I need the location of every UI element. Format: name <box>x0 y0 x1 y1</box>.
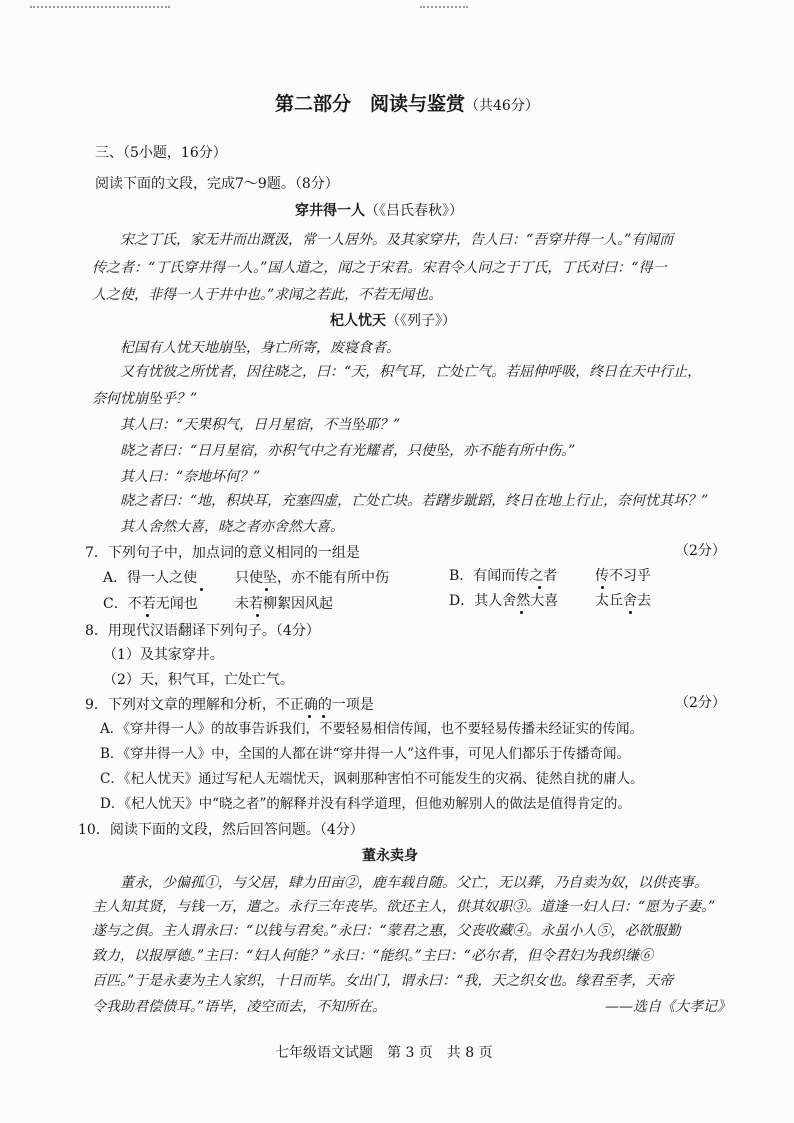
top-dotted-rule-left <box>30 6 170 10</box>
passage2-title: 杞人忧天 <box>330 313 386 329</box>
passage2-line: 奈何忧崩坠乎？” <box>92 391 198 407</box>
q10-line: 遂与之俱。主人谓永曰：“以钱与君矣。”永曰：“蒙君之惠，父丧收藏④。永虽小人⑤，必欲服勤 <box>92 923 681 939</box>
passage2-line: 其人舍然大喜，晓之者亦舍然大喜。 <box>120 519 344 535</box>
q10-line: 百匹。”于是永妻为主人家织，十日而毕。女出门，谓永曰：“我，天之织女也。缘君至孝，天帝 <box>92 973 674 989</box>
q9-option-b: B．《穿井得一人》中，全国的人都在讲“穿井得一人”这件事，可见人们都乐于传播奇闻。 <box>100 746 630 762</box>
emphasis-dot <box>601 586 604 589</box>
emphasis-dot <box>322 715 325 718</box>
page-title <box>275 92 539 118</box>
q9-option-d: D．《杞人忧天》中“晓之者”的解释并没有科学道理，但他劝解别人的做法是值得肯定的。 <box>100 796 631 812</box>
passage1-title: 穿井得一人 <box>295 203 365 219</box>
q7-points: （2分） <box>675 543 726 559</box>
title-text: 第二部分 阅读与鉴赏 <box>275 93 466 115</box>
q10-line: 主人知其贤，与钱一万，遣之。永行三年丧毕。欲还主人，供其奴职③。道逢一妇人曰：“愿为子妻。” <box>92 899 716 915</box>
q7-option-c1: C．不若无闻也 <box>103 596 198 612</box>
q7-option-d2: 太丘舍去 <box>595 593 651 609</box>
passage1-heading <box>295 201 463 221</box>
q9-option-c: C．《杞人忧天》通过写杞人无端忧天，讽刺那种害怕不可能发生的灾祸、徒然自扰的庸人。 <box>100 771 644 787</box>
passage1-line: 宋之丁氏，家无井而出溉汲，常一人居外。及其家穿井，告人曰：“吾穿井得一人。”有闻而 <box>120 232 674 248</box>
emphasis-dot <box>308 715 311 718</box>
q7-option-a2: 只使坠，亦不能有所中伤 <box>235 570 389 586</box>
q8-stem: 8．用现代汉语翻译下列句子。（4分） <box>85 623 320 639</box>
passage2-line: 杞国有人忧天地崩坠，身亡所寄，废寝食者。 <box>120 340 400 356</box>
passage2-line: 其人曰：“奈地坏何？” <box>120 469 261 485</box>
passage2-line: 晓之者曰：“地，积块耳，充塞四虚，亡处亡块。若躇步跐蹈，终日在地上行止，奈何忧其坏？” <box>120 493 709 509</box>
emphasis-dot <box>200 588 203 591</box>
q8-sentence-1: （1）及其家穿井。 <box>103 647 224 663</box>
q7-option-c2: 未若柳絮因风起 <box>235 596 333 612</box>
passage2-line: 又有忧彼之所忧者，因往晓之，曰：“天，积气耳，亡处亡气。若屈伸呼吸，终日在天中行止， <box>120 364 702 380</box>
q10-stem: 10．阅读下面的文段，然后回答问题。（4分） <box>78 822 364 838</box>
passage1-line: 传之者：“丁氏穿井得一人。”国人道之，闻之于宋君。宋君令人问之于丁氏，丁氏对曰：“得一 <box>92 260 667 276</box>
q10-source: ——选自《大孝记》 <box>605 999 731 1015</box>
section-instruction: 阅读下面的文段，完成7～9题。（8分） <box>95 176 339 192</box>
title-score: （共46分） <box>465 98 539 114</box>
q8-sentence-2: （2）天，积气耳，亡处亡气。 <box>103 672 294 688</box>
q9-stem: 9．下列对文章的理解和分析，不正确的一项是 <box>85 697 374 713</box>
q10-line: 致力，以报厚德。”主曰：“妇人何能？”永曰：“能织。”主曰：“必尔者，但令君妇为我织缣⑥ <box>92 948 653 964</box>
q7-stem: 7．下列句子中，加点词的意义相同的一组是 <box>85 545 360 561</box>
q7-option-a1: A．得一人之使 <box>103 570 198 586</box>
top-dotted-rule-right <box>420 6 468 10</box>
emphasis-dot <box>538 586 541 589</box>
passage2-line: 其人曰：“天果积气，日月星宿，不当坠耶？” <box>120 417 401 433</box>
passage1-source: （《吕氏春秋》） <box>365 203 463 219</box>
q9-option-a: A．《穿井得一人》的故事告诉我们，不要轻易相信传闻，也不要轻易传播未经证实的传闻。 <box>100 721 643 737</box>
emphasis-dot <box>256 614 259 617</box>
passage1-line: 人之使，非得一人于井中也。”求闻之若此，不若无闻也。 <box>92 287 443 303</box>
q7-option-b1: B．有闻而传之者 <box>449 568 558 584</box>
passage2-line: 晓之者曰：“日月星宿，亦积气中之有光耀者，只使坠，亦不能有所中伤。” <box>120 443 576 459</box>
q7-option-d1: D．其人舍然大喜 <box>449 593 559 609</box>
emphasis-dot <box>520 611 523 614</box>
emphasis-dot <box>629 611 632 614</box>
passage2-source: （《列子》） <box>386 313 456 329</box>
page-footer: 七年级语文试题 第 3 页 共 8 页 <box>275 1045 493 1061</box>
emphasis-dot <box>265 588 268 591</box>
q10-line: 董永，少偏孤①，与父居，肆力田亩②，鹿车载自随。父亡，无以葬，乃自卖为奴，以供丧事。 <box>120 875 708 891</box>
emphasis-dot <box>146 614 149 617</box>
q10-line: 令我助君偿债耳。”语毕，凌空而去，不知所在。 <box>92 999 387 1015</box>
q9-points: （2分） <box>675 695 726 711</box>
passage2-heading <box>330 311 456 331</box>
section-heading: 三、（5小题，16分） <box>95 145 227 161</box>
q7-option-b2: 传不习乎 <box>595 568 651 584</box>
q10-title: 董永卖身 <box>362 848 418 864</box>
